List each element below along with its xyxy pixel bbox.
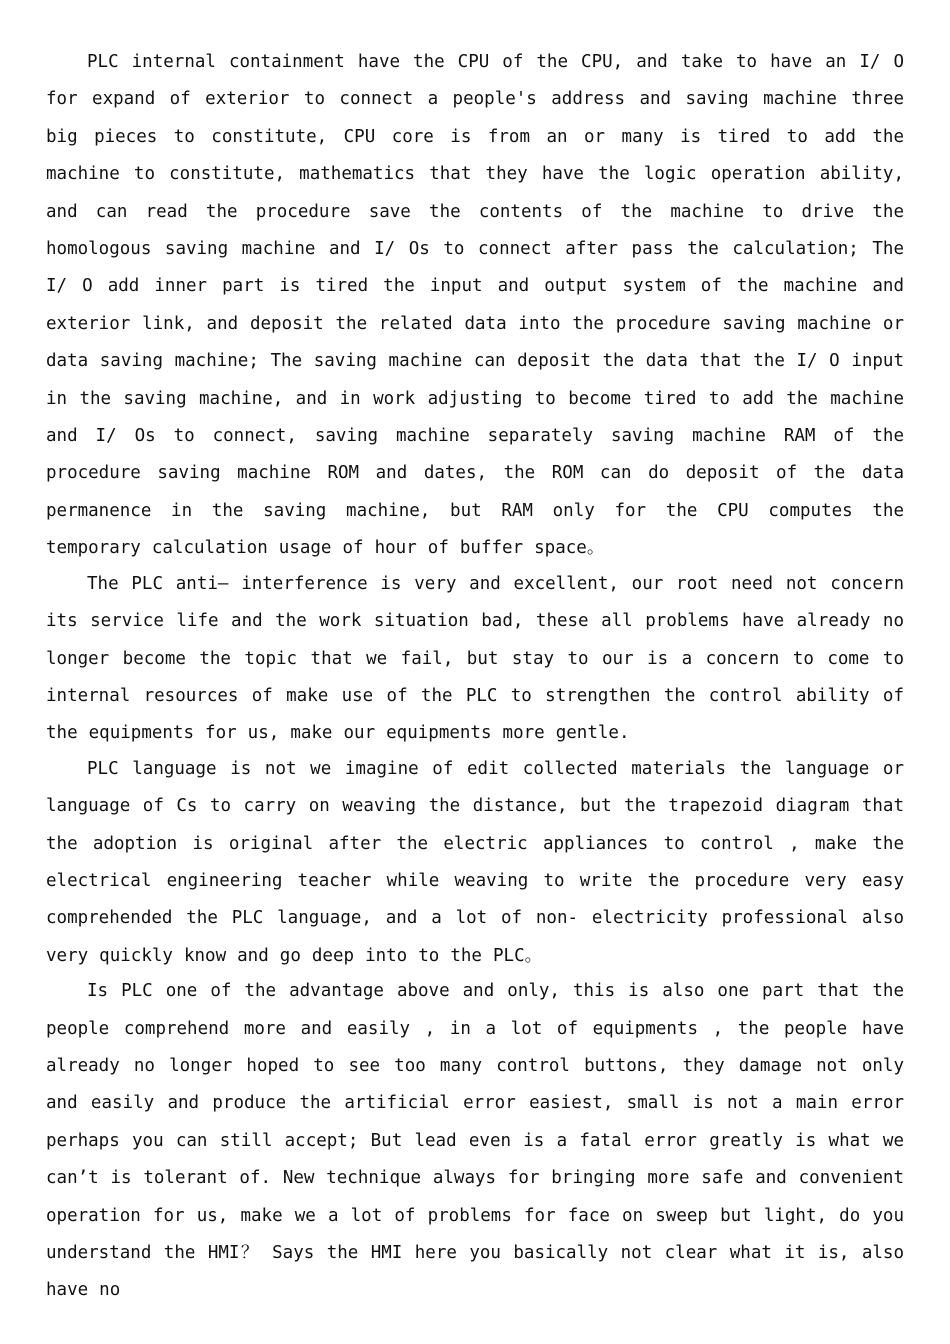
paragraph-plc-structure: PLC internal containment have the CPU of the CPU, and take to have an I/ O for expand of exterior to connect a people's address and saving machine three big pieces to constitute, CPU core is from an or many is tired to add the machine to constitute, mathematics that they have the logic operation ability, and can read the procedure save the contents of the machine to drive the homologous saving machine and I/ Os to connect after pass the calculation; The I/ O add inner part is tired the input and output system of the machine and exterior link, and deposit the related data into the procedure saving machine or data saving machine; The saving machine can deposit the data that the I/ O input in the saving machine, and in work adjusting to become tired to add the machine and I/ Os to connect, saving machine separately saving machine RAM of the procedure saving machine ROM and dates, the ROM can do deposit of the data permanence in the saving machine, but RAM only for the CPU computes the temporary calculation usage of hour of buffer space。 [46, 52, 904, 559]
paragraph-plc-advantage-hmi: Is PLC one of the advantage above and only, this is also one part that the people comprehend more and easily , in a lot of equipments , the people have already no longer hoped to see too many control buttons, they damage not only and easily and produce the artificial error easiest, small is not a main error perhaps you can still accept; But lead even is a fatal error greatly is what we can’t is tolerant of. New technique always for bringing more safe and convenient operation for us, make we a lot of problems for face on sweep but light, do you understand the HMI？ Says the HMI here you basically not clear what it is, also have no [46, 981, 904, 1301]
document-body [46, 44, 904, 1310]
paragraph-plc-language: PLC language is not we imagine of edit collected materials the language or language of Cs to carry on weaving the distance, but the trapezoid diagram that the adoption is original after the electric appliances to control , make the electrical engineering teacher while weaving to write the procedure very easy comprehended the PLC language, and a lot of non- electricity professional also very quickly know and go deep into to the PLC。 [46, 758, 904, 966]
paragraph-plc-anti-interference: The PLC anti— interference is very and excellent, our root need not concern its service life and the work situation bad, these all problems have already no longer become the topic that we fail, but stay to our is a concern to come to internal resources of make use of the PLC to strengthen the control ability of the equipments for us, make our equipments more gentle. [46, 573, 904, 744]
